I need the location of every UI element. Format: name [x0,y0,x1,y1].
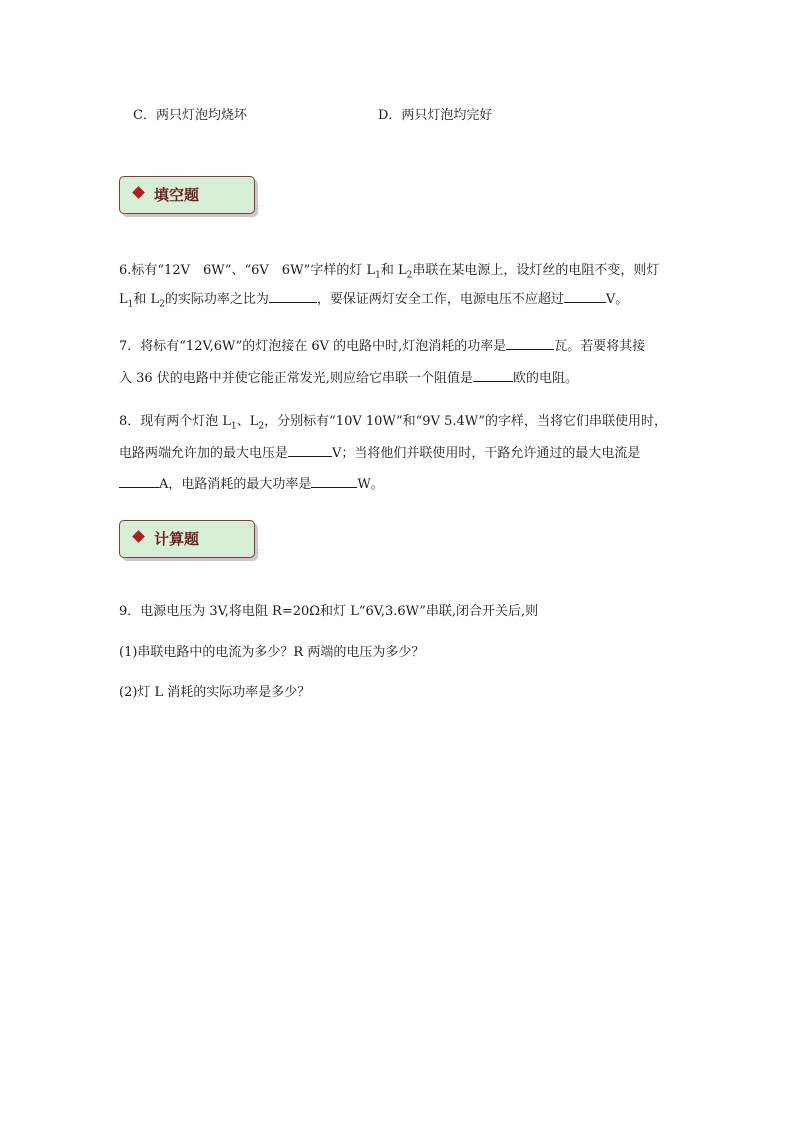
answer-blank [288,444,332,457]
answer-blank [564,290,606,303]
question-7-line-2: 入 36 伏的电路中并使它能正常发光,则应给它串联一个阻值是 欧的电阻。 [119,371,578,386]
answer-blank [311,475,357,488]
answer-blank [269,290,317,303]
answer-blank [119,475,159,488]
question-6-line-2: $L_1$和 $L_2$的实际功率之比为 ，要保证两灯安全工作，电源电压不应超过 V。 [119,292,629,310]
option-d: D．两只灯泡均完好 [378,108,493,123]
section-title: 填空题 [154,186,200,204]
section-badge-calc [119,520,255,558]
question-7-line-1: 7．将标有“12V,6W”的灯泡接在 6V 的电路中时,灯泡消耗的功率是 瓦。若要将其接 [119,339,646,354]
question-8-line-2: 电路两端允许加的最大电压是 V；当将他们并联使用时，干路允许通过的最大电流是 [119,446,641,461]
question-9-stem: 9．电源电压为 3V,将电阻 R=20Ω和灯 L“6V,3.6W”串联,闭合开关后,则 [119,604,539,619]
question-8-line-1: 8．现有两个灯泡 $L_1$、$L_2$，分别标有“10V 10W”和“9V 5.4W”的字样，当将它们串联使用时， [119,414,668,432]
question-9-part-2: (2)灯 L 消耗的实际功率是多少？ [119,685,311,700]
answer-blank [473,369,513,382]
section-title: 计算题 [154,530,200,548]
option-c: C．两只灯泡均烧坏 [133,108,247,123]
section-badge-fill [119,176,255,214]
diamond-icon [132,186,145,199]
question-9-part-1: (1)串联电路中的电流为多少？R 两端的电压为多少？ [119,645,425,660]
answer-blank [506,337,554,350]
diamond-icon [132,530,145,543]
question-6-line-1: 6.标有“12V 6W”、“6V 6W”字样的灯 $L_1$和 $L_2$串联在某电源上，设灯丝的电阻不变，则灯 [119,263,660,281]
question-8-line-3: A，电路消耗的最大功率是 W。 [119,473,384,492]
